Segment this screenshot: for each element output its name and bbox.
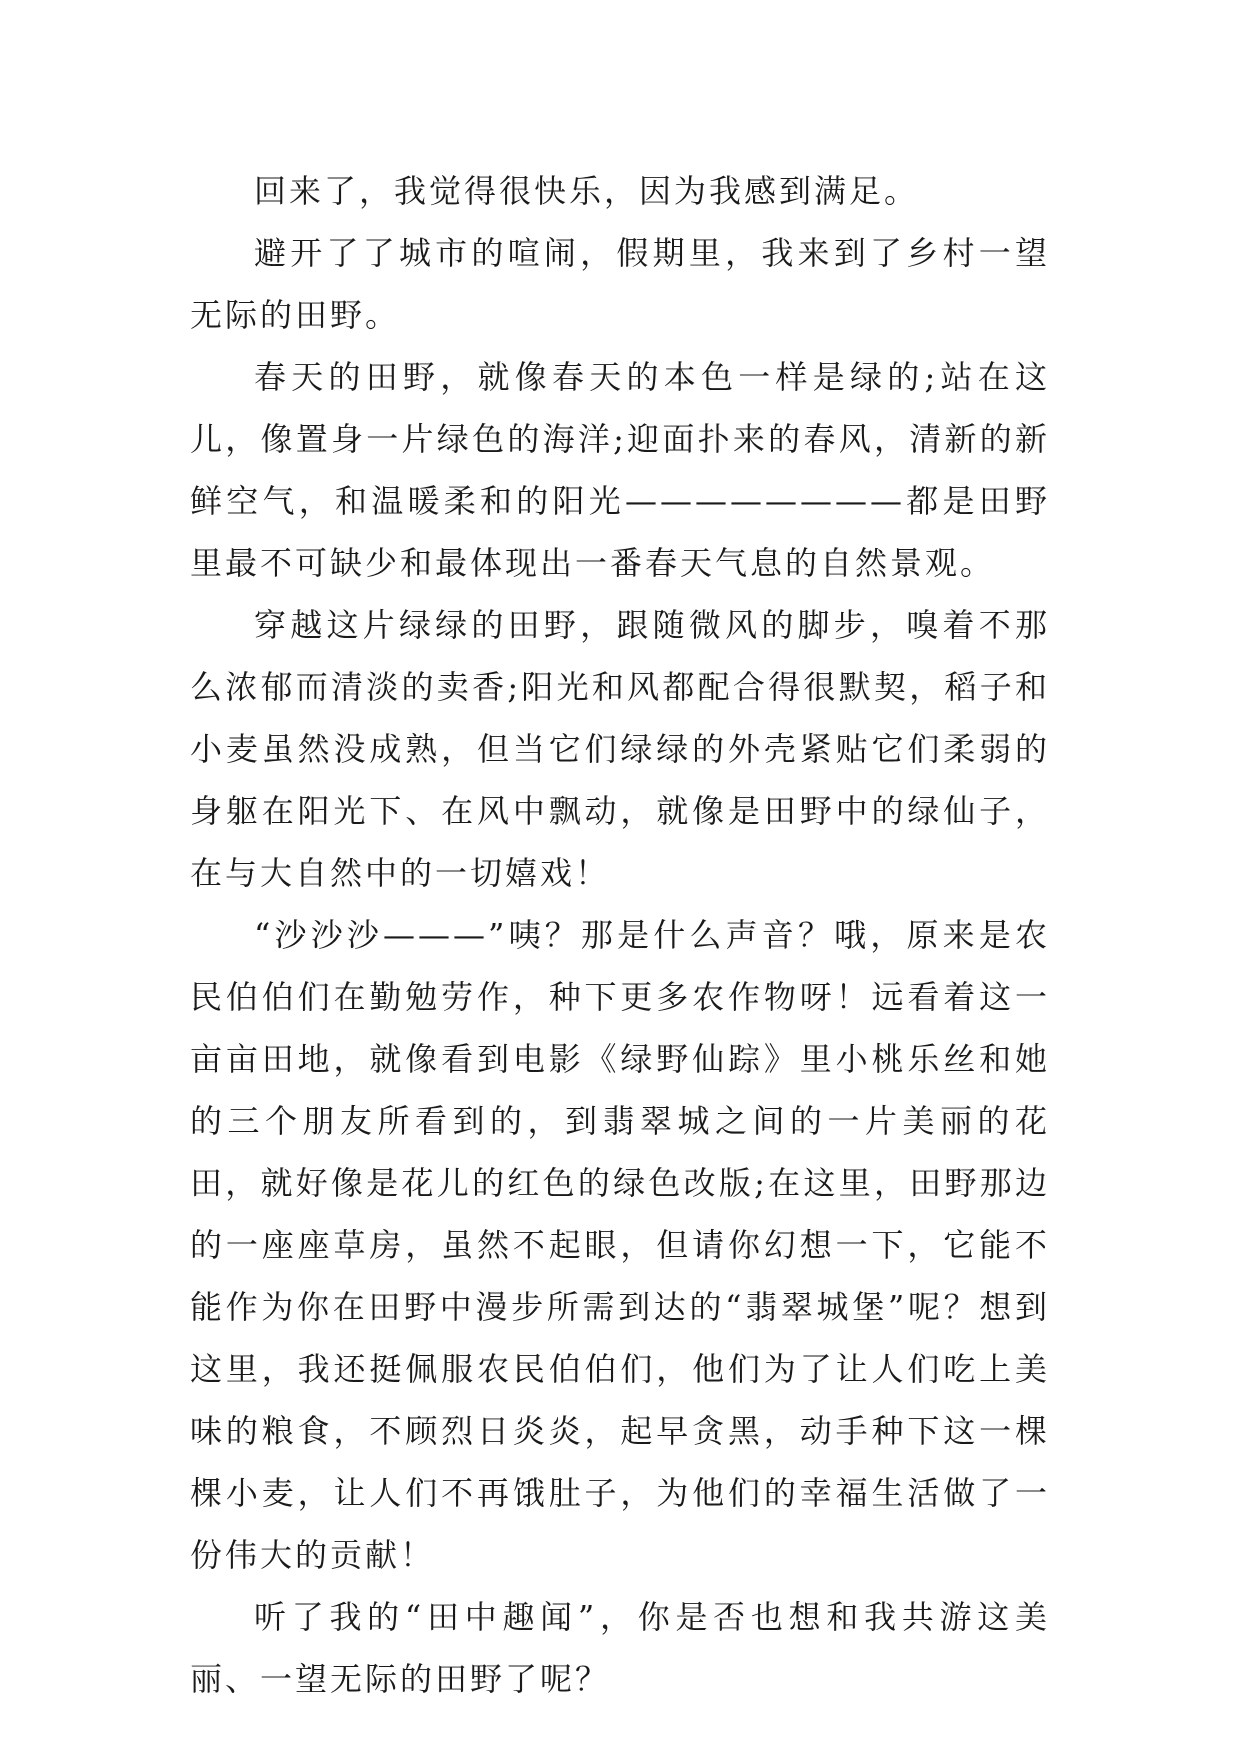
paragraph-1: 回来了，我觉得很快乐，因为我感到满足。 [254, 172, 920, 210]
document-body [190, 160, 1050, 1710]
paragraph-3: 春天的田野，就像春天的本色一样是绿的;站在这儿，像置身一片绿色的海洋;迎面扑来的春风，清新的新鲜空气，和温暖柔和的阳光————————都是田野里最不可缺少和最体现出一番春天气息的自然景观。 [190, 358, 1050, 582]
paragraph-6: 听了我的“田中趣闻”，你是否也想和我共游这美丽、一望无际的田野了呢？ [190, 1598, 1050, 1698]
paragraph-5: “沙沙沙———”咦？那是什么声音？哦，原来是农民伯伯们在勤勉劳作，种下更多农作物呀！远看着这一亩亩田地，就像看到电影《绿野仙踪》里小桃乐丝和她的三个朋友所看到的，到翡翠城之间的一片美丽的花田，就好像是花儿的红色的绿色改版;在这里，田野那边的一座座草房，虽然不起眼，但请你幻想一下，它能不能作为你在田野中漫步所需到达的“翡翠城堡”呢？想到这里，我还挺佩服农民伯伯们，他们为了让人们吃上美味的粮食，不顾烈日炎炎，起早贪黑，动手种下这一棵棵小麦，让人们不再饿肚子，为他们的幸福生活做了一份伟大的贡献！ [190, 916, 1050, 1574]
paragraph-4: 穿越这片绿绿的田野，跟随微风的脚步，嗅着不那么浓郁而清淡的卖香;阳光和风都配合得很默契，稻子和小麦虽然没成熟，但当它们绿绿的外壳紧贴它们柔弱的身躯在阳光下、在风中飘动，就像是田野中的绿仙子，在与大自然中的一切嬉戏！ [190, 606, 1050, 892]
paragraph-2: 避开了了城市的喧闹，假期里，我来到了乡村一望无际的田野。 [190, 234, 1050, 334]
